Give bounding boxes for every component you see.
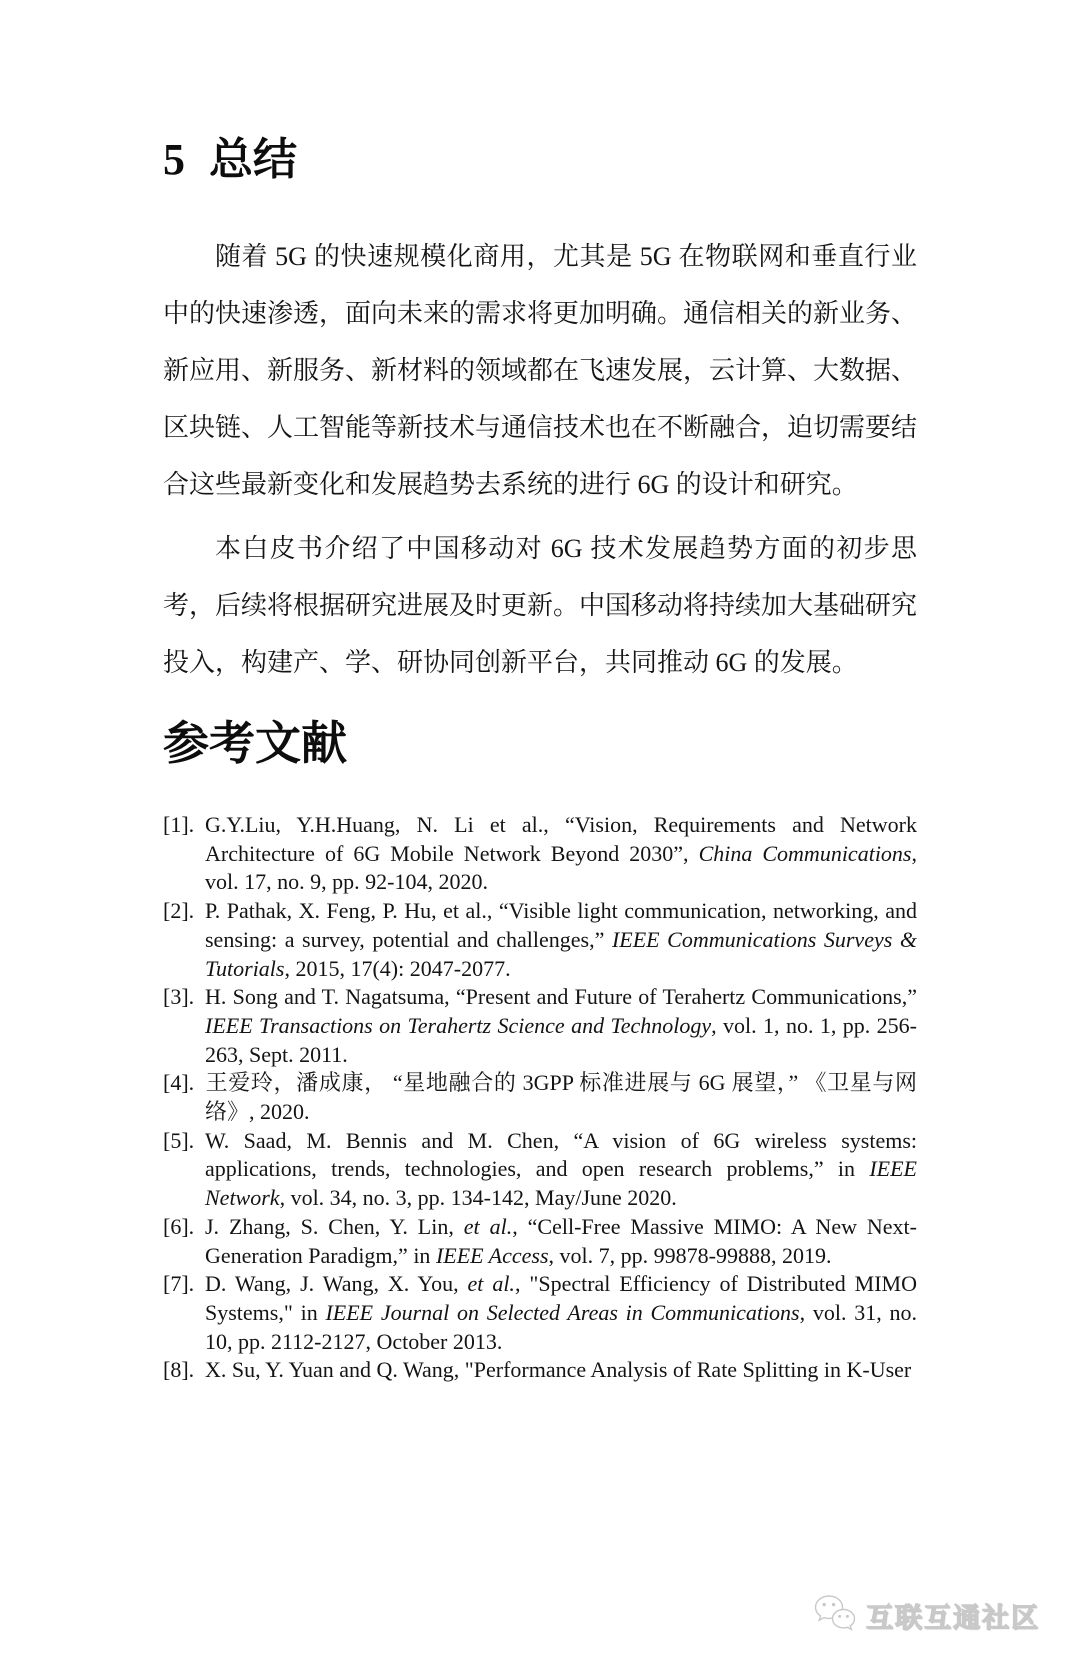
summary-paragraph-1: 随着 5G 的快速规模化商用，尤其是 5G 在物联网和垂直行业中的快速渗透，面向未来的需求将更加明确。通信相关的新业务、新应用、新服务、新材料的领域都在飞速发展，云计算、大数据、区块链、人工智能等新技术与通信技术也在不断融合，迫切需要结合这些最新变化和发展趋势去系统的进行 6G 的设计和研究。 (163, 242, 918, 499)
reference-item (163, 1213, 917, 1270)
reference-label: [3]. (163, 984, 195, 1010)
reference-text: H. Song and T. Nagatsuma, “Present and Future of Terahertz Communications,” IEEE Transactions on Terahertz Science and Technology, vol. 1, no. 1, pp. 256-263, Sept. 2011. (205, 984, 917, 1067)
reference-label: [4]. (163, 1070, 195, 1096)
reference-item (163, 1356, 917, 1385)
reference-text: 王爱玲，潘成康， “星地融合的 3GPP 标准进展与 6G 展望，” 《卫星与网络》, 2020. (205, 1070, 917, 1125)
reference-item (163, 897, 917, 983)
reference-text: X. Su, Y. Yuan and Q. Wang, "Performance Analysis of Rate Splitting in K-User (205, 1357, 912, 1383)
reference-item (163, 811, 917, 897)
reference-text: J. Zhang, S. Chen, Y. Lin, et al., “Cell-Free Massive MIMO: A New Next-Generation Paradigm,” in IEEE Access, vol. 7, pp. 99878-99888, 2019. (205, 1213, 917, 1268)
references-list (163, 811, 917, 1385)
reference-item (163, 983, 917, 1069)
reference-label: [7]. (163, 1271, 195, 1297)
summary-paragraph-2: 本白皮书介绍了中国移动对 6G 技术发展趋势方面的初步思考，后续将根据研究进展及时更新。中国移动将持续加大基础研究投入，构建产、学、研协同创新平台，共同推动 6G 的发展。 (163, 534, 918, 677)
reference-text: W. Saad, M. Bennis and M. Chen, “A vision of 6G wireless systems: applications, trends, technologies, and open research problems,” in IEEE Network, vol. 34, no. 3, pp. 134-142, May/June 2020. (205, 1127, 917, 1211)
summary-section-heading (163, 134, 917, 186)
section-number: 5 (163, 135, 185, 184)
reference-text: P. Pathak, X. Feng, P. Hu, et al., “Visible light communication, networking, and sensing: a survey, potential and challenges,” IEEE Communications Surveys & Tutorials, 2015, 17(4): 2047-2077. (205, 898, 917, 981)
reference-item (163, 1127, 917, 1213)
reference-label: [8]. (163, 1357, 195, 1383)
reference-label: [2]. (163, 898, 195, 924)
watermark-text: 互联互通社区 (866, 1602, 1040, 1633)
wechat-chat-bubbles-icon (812, 1592, 858, 1638)
watermark (812, 1592, 1040, 1638)
reference-item (163, 1270, 917, 1356)
reference-label: [1]. (163, 812, 195, 837)
reference-text: G.Y.Liu, Y.H.Huang, N. Li et al., “Vision, Requirements and Network Architecture of 6G Mobile Network Beyond 2030”, China Communications, vol. 17, no. 9, pp. 92-104, 2020. (205, 812, 917, 895)
reference-label: [6]. (163, 1213, 195, 1239)
reference-text: D. Wang, J. Wang, X. You, et al., "Spectral Efficiency of Distributed MIMO Systems," in IEEE Journal on Selected Areas in Communications, vol. 31, no. 10, pp. 2112-2127, October 2013. (205, 1271, 917, 1354)
reference-item (163, 1069, 917, 1126)
reference-label: [5]. (163, 1127, 195, 1153)
references-heading: 参考文献 (163, 718, 347, 769)
section-title: 总结 (209, 135, 297, 184)
document-page (0, 134, 1080, 1660)
